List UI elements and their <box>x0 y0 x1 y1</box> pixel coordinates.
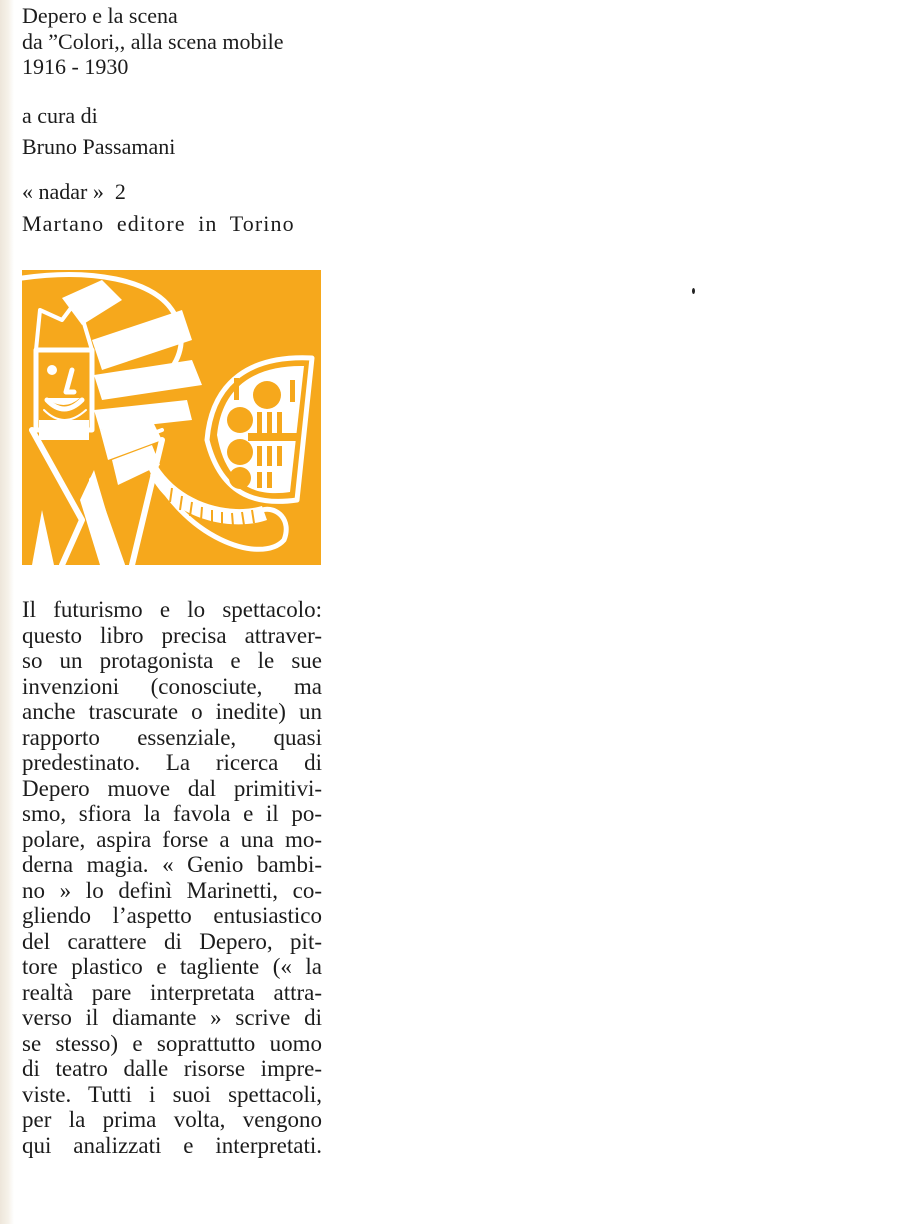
series-name: « nadar » 2 <box>22 179 126 204</box>
title-line-2: da ”Colori,, alla scena mobile <box>22 28 284 54</box>
blurb-line: smo, sfiora la favola e il po- <box>22 801 322 826</box>
blurb-line: se stesso) e soprattutto uomo <box>22 1030 322 1056</box>
blurb-line: verso il diamante » scrive di <box>22 1005 322 1030</box>
blurb-line: so un protagonista e le sue <box>22 648 322 673</box>
publisher: Martano editore in Torino <box>22 211 295 236</box>
title-line-3: 1916 - 1930 <box>22 54 129 80</box>
blurb-line: qui analizzati e interpretati. <box>22 1132 322 1158</box>
blurb-line: viste. Tutti i suoi spettacoli, <box>22 1081 322 1107</box>
blurb-line: polare, aspira forse a una mo- <box>22 826 322 852</box>
spine-shadow <box>0 0 14 1224</box>
blurb-line: del carattere di Depero, pit- <box>22 928 322 954</box>
blurb-text <box>22 597 322 1158</box>
futurist-figure-icon <box>22 270 321 565</box>
scan-speck <box>692 288 695 294</box>
blurb-line: per la prima volta, vengono <box>22 1107 322 1132</box>
editor-block <box>22 100 322 162</box>
series-block <box>22 176 322 240</box>
blurb-line: rapporto essenziale, quasi <box>22 724 322 750</box>
blurb-line: tore plastico e tagliente (« la <box>22 954 322 979</box>
blurb-line: realtà pare interpretata attra- <box>22 979 322 1005</box>
title-block <box>22 3 322 80</box>
editor-label: a cura di <box>22 103 98 128</box>
blurb-line: Depero muove dal primitivi- <box>22 775 322 801</box>
blurb-line: questo libro precisa attraver- <box>22 622 322 648</box>
cover-illustration <box>22 270 321 565</box>
title-line-1: Depero e la scena <box>22 3 178 28</box>
blurb-line: derna magia. « Genio bambi- <box>22 852 322 877</box>
blurb-line: gliendo l’aspetto entusiastico <box>22 903 322 928</box>
blurb-line: invenzioni (conosciute, ma <box>22 673 322 699</box>
blurb-line: Il futurismo e lo spettacolo: <box>22 597 322 622</box>
blurb-line: anche trascurate o inedite) un <box>22 699 322 724</box>
blurb-line: di teatro dalle risorse impre- <box>22 1056 322 1081</box>
blurb-line: no » lo definì Marinetti, co- <box>22 877 322 903</box>
blurb-line: predestinato. La ricerca di <box>22 750 322 775</box>
editor-name: Bruno Passamani <box>22 134 176 159</box>
